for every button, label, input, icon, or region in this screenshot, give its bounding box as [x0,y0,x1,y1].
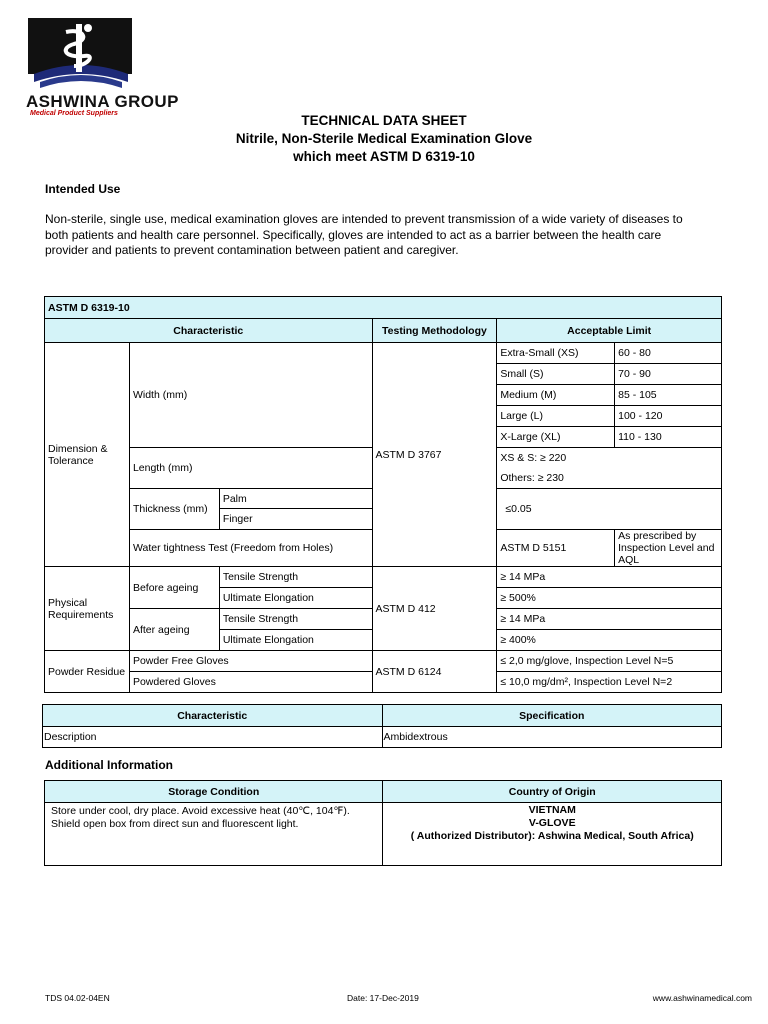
size-label: Extra-Small (XS) [497,343,615,364]
origin-distributor: ( Authorized Distributor): Ashwina Medical, South Africa) [410,830,694,842]
elongation-label: Ultimate Elongation [219,588,372,609]
storage-line: Shield open box from direct sun and fluorescent light. [51,818,299,830]
width-label: Width (mm) [129,343,372,448]
origin-country: VIETNAM [528,804,576,816]
origin-brand: V-GLOVE [528,817,576,829]
size-range: 110 - 130 [615,427,722,448]
length-limit-others: Others: ≥ 230 [500,472,564,484]
method-412: ASTM D 412 [372,567,497,651]
size-label: Medium (M) [497,385,615,406]
footer-website[interactable]: www.ashwinamedical.com [652,993,752,1003]
size-label: Large (L) [497,406,615,427]
method-6124: ASTM D 6124 [372,651,497,693]
country-of-origin [383,803,722,866]
size-range: 85 - 105 [615,385,722,406]
powder-free-limit: ≤ 2,0 mg/glove, Inspection Level N=5 [497,651,722,672]
after-elongation-limit: ≥ 400% [497,630,722,651]
additional-info-table [44,780,722,866]
elongation-label: Ultimate Elongation [219,630,372,651]
col-header-limit: Acceptable Limit [497,319,722,343]
spec-table [42,704,722,748]
document-title: TECHNICAL DATA SHEET [301,113,467,128]
origin-col-header: Country of Origin [383,781,722,803]
size-range: 100 - 120 [615,406,722,427]
after-tensile-limit: ≥ 14 MPa [497,609,722,630]
company-tagline: Medical Product Suppliers [30,110,118,117]
method-3767: ASTM D 3767 [372,343,497,567]
intended-use-line: both patients and health care personnel. Specifically, gloves are intended to act as a barrier between the health care [45,227,662,242]
astm-table-title: ASTM D 6319-10 [45,297,722,319]
intended-use-line: Non-sterile, single use, medical examination gloves are intended to prevent transmission of a wide variety of diseases to [45,212,683,226]
document-subtitle: Nitrile, Non-Sterile Medical Examination Glove [235,131,533,146]
thickness-label: Thickness (mm) [129,489,219,530]
storage-col-header: Storage Condition [45,781,383,803]
spec-col-characteristic: Characteristic [43,705,383,727]
thickness-finger: Finger [219,509,372,530]
water-limit: As prescribed by Inspection Level and AQL [615,530,722,567]
water-method: ASTM D 5151 [497,530,615,567]
powder-free-label: Powder Free Gloves [129,651,372,672]
size-label: Small (S) [497,364,615,385]
before-elongation-limit: ≥ 500% [497,588,722,609]
tensile-label: Tensile Strength [219,567,372,588]
water-tightness-label: Water tightness Test (Freedom from Holes) [129,530,496,567]
thickness-palm: Palm [219,489,372,509]
after-ageing-label: After ageing [129,609,219,651]
thickness-limit: ≤0.05 [497,489,722,530]
footer-doc-code: TDS 04.02-04EN [45,993,110,1003]
spec-description-value: Ambidextrous [382,727,722,748]
storage-line: Store under cool, dry place. Avoid excessive heat (40℃, 104℉). [51,805,350,817]
col-header-testing: Testing Methodology [372,319,497,343]
size-range: 70 - 90 [615,364,722,385]
length-label: Length (mm) [129,448,372,489]
company-logo [26,16,136,92]
astm-table [44,296,722,693]
spec-description-label: Description [43,727,383,748]
company-name: ASHWINA GROUP [26,92,179,111]
powdered-limit: ≤ 10,0 mg/dm², Inspection Level N=2 [497,672,722,693]
powdered-label: Powdered Gloves [129,672,372,693]
size-range: 60 - 80 [615,343,722,364]
intended-use-text [45,212,735,259]
length-limit-small: XS & S: ≥ 220 [500,452,567,464]
powder-label: Powder Residue [45,651,130,693]
document-subtitle-standard: which meet ASTM D 6319-10 [293,149,475,164]
spec-col-specification: Specification [382,705,722,727]
col-header-characteristic: Characteristic [45,319,373,343]
dimension-label: Dimension & Tolerance [45,343,130,567]
footer-date: Date: 17-Dec-2019 [347,993,419,1003]
intended-use-heading: Intended Use [45,182,121,196]
physical-label: Physical Requirements [45,567,130,651]
before-ageing-label: Before ageing [129,567,219,609]
size-label: X-Large (XL) [497,427,615,448]
storage-condition [45,803,383,866]
length-limit [497,448,722,489]
before-tensile-limit: ≥ 14 MPa [497,567,722,588]
tensile-label: Tensile Strength [219,609,372,630]
intended-use-line: provider and patients to prevent contamination between patient and caregiver. [45,243,459,257]
additional-info-heading: Additional Information [45,758,173,772]
